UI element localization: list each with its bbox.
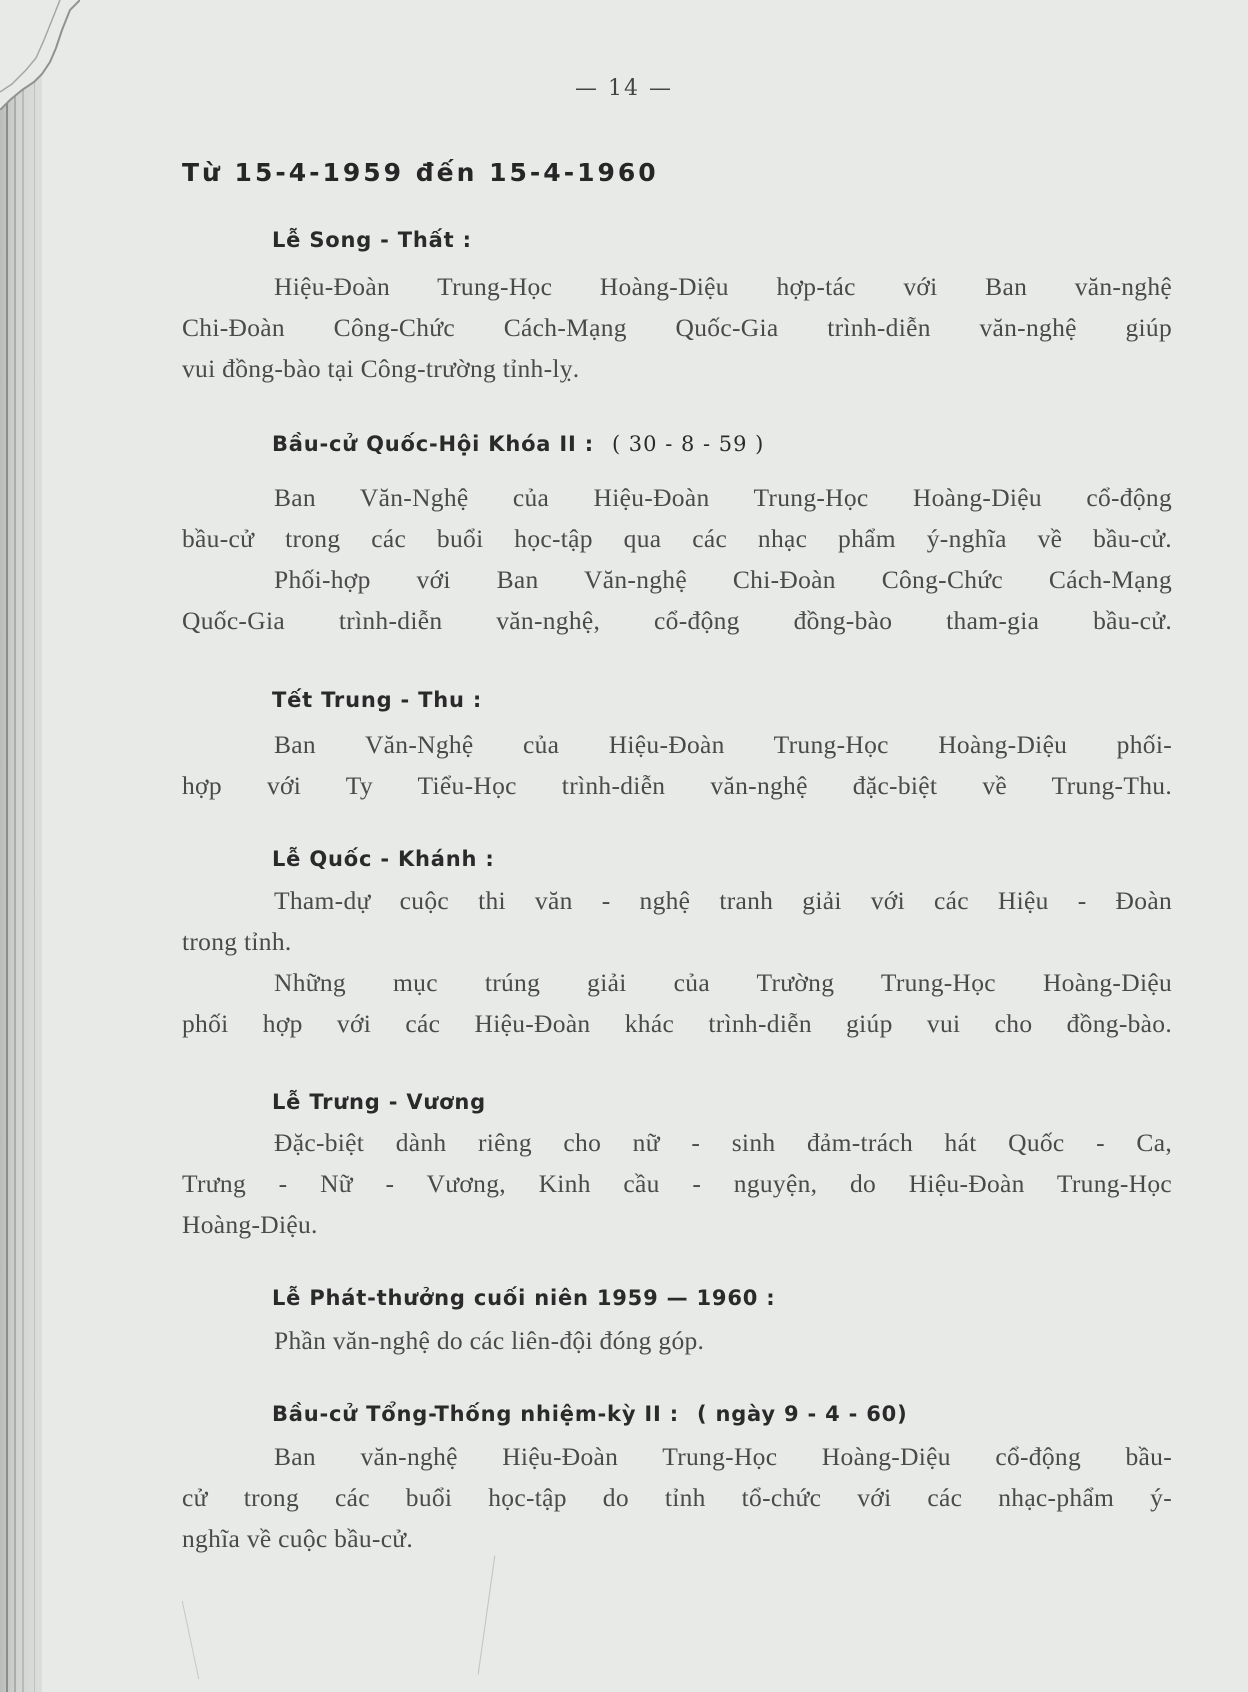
paragraph-line: Hiệu-Đoàn Trung-Học Hoàng-Diệu hợp-tác với Ban văn-nghệ (274, 272, 1172, 301)
page-number: — 14 — (575, 76, 673, 101)
paragraph-line: phối hợp với các Hiệu-Đoàn khác trình-diễn giúp vui cho đồng-bào. (182, 1009, 1172, 1038)
paragraph-line: Hoàng-Diệu. (182, 1210, 318, 1239)
section-heading (272, 1090, 486, 1114)
paragraph-line: Những mục trúng giải của Trường Trung-Học Hoàng-Diệu (274, 968, 1172, 997)
scan-scratch (182, 1601, 200, 1679)
paragraph-line: vui đồng-bào tại Công-trường tỉnh-lỵ. (182, 354, 580, 383)
section-heading (272, 688, 482, 712)
section-paragraph (182, 880, 1172, 1044)
section-paragraph (182, 1436, 1172, 1559)
section-heading (272, 1402, 908, 1426)
page-edge-line (6, 60, 8, 1692)
section-heading-date: ( 30 - 8 - 59 ) (611, 432, 765, 456)
section-heading-text: Lễ Quốc - Khánh : (272, 847, 495, 871)
paragraph-line: Tham-dự cuộc thi văn - nghệ tranh giải với các Hiệu - Đoàn (274, 886, 1172, 915)
paragraph-line: nghĩa về cuộc bầu-cử. (182, 1524, 414, 1553)
paragraph-line: Ban Văn-Nghệ của Hiệu-Đoàn Trung-Học Hoàng-Diệu phối- (274, 730, 1172, 759)
section-heading (272, 228, 472, 252)
section-paragraph (182, 266, 1172, 389)
section-heading (272, 1286, 775, 1310)
paragraph-line: Trưng - Nữ - Vương, Kinh cầu - nguyện, do Hiệu-Đoàn Trung-Học (182, 1169, 1172, 1198)
paragraph-line: hợp với Ty Tiểu-Học trình-diễn văn-nghệ đặc-biệt về Trung-Thu. (182, 771, 1172, 800)
section-heading-text: Lễ Song - Thất : (272, 228, 472, 252)
section-heading-date: ( ngày 9 - 4 - 60) (696, 1402, 908, 1426)
section-paragraph (182, 1122, 1172, 1245)
paragraph-line: Quốc-Gia trình-diễn văn-nghệ, cổ-động đồng-bào tham-gia bầu-cử. (182, 606, 1172, 635)
section-heading (272, 847, 495, 871)
paragraph-line: Phần văn-nghệ do các liên-đội đóng góp. (274, 1326, 705, 1355)
section-heading (272, 432, 764, 456)
section-paragraph (182, 1320, 1172, 1361)
section-heading-text: Bầu-cử Tổng-Thống nhiệm-kỳ II : (272, 1402, 679, 1426)
section-heading-text: Lễ Trưng - Vương (272, 1090, 486, 1114)
paragraph-line: Phối-hợp với Ban Văn-nghệ Chi-Đoàn Công-Chức Cách-Mạng (274, 565, 1172, 594)
page-edge-line (14, 60, 16, 1692)
section-heading-text: Tết Trung - Thu : (272, 688, 483, 712)
paragraph-line: trong tỉnh. (182, 927, 292, 956)
page-edge-line (34, 60, 35, 1692)
section-heading-text: Lễ Phát-thưởng cuối niên 1959 — 1960 : (272, 1286, 776, 1310)
paragraph-line: bầu-cử trong các buổi học-tập qua các nhạc phẩm ý-nghĩa về bầu-cử. (182, 524, 1172, 553)
page-edge-line (22, 60, 24, 1692)
section-paragraph (182, 477, 1172, 641)
paragraph-line: Ban văn-nghệ Hiệu-Đoàn Trung-Học Hoàng-Diệu cổ-động bầu- (274, 1442, 1172, 1471)
section-paragraph (182, 724, 1172, 806)
section-heading-text: Bầu-cử Quốc-Hội Khóa II : (272, 432, 594, 456)
paragraph-line: Đặc-biệt dành riêng cho nữ - sinh đảm-trách hát Quốc - Ca, (274, 1128, 1172, 1157)
paragraph-line: Ban Văn-Nghệ của Hiệu-Đoàn Trung-Học Hoàng-Diệu cổ-động (274, 483, 1172, 512)
paragraph-line: Chi-Đoàn Công-Chức Cách-Mạng Quốc-Gia trình-diễn văn-nghệ giúp (182, 313, 1172, 342)
scan-scratch (478, 1556, 496, 1675)
paragraph-line: cử trong các buổi học-tập do tỉnh tổ-chức với các nhạc-phẩm ý- (182, 1483, 1172, 1512)
main-heading: Từ 15-4-1959 đến 15-4-1960 (182, 158, 659, 187)
